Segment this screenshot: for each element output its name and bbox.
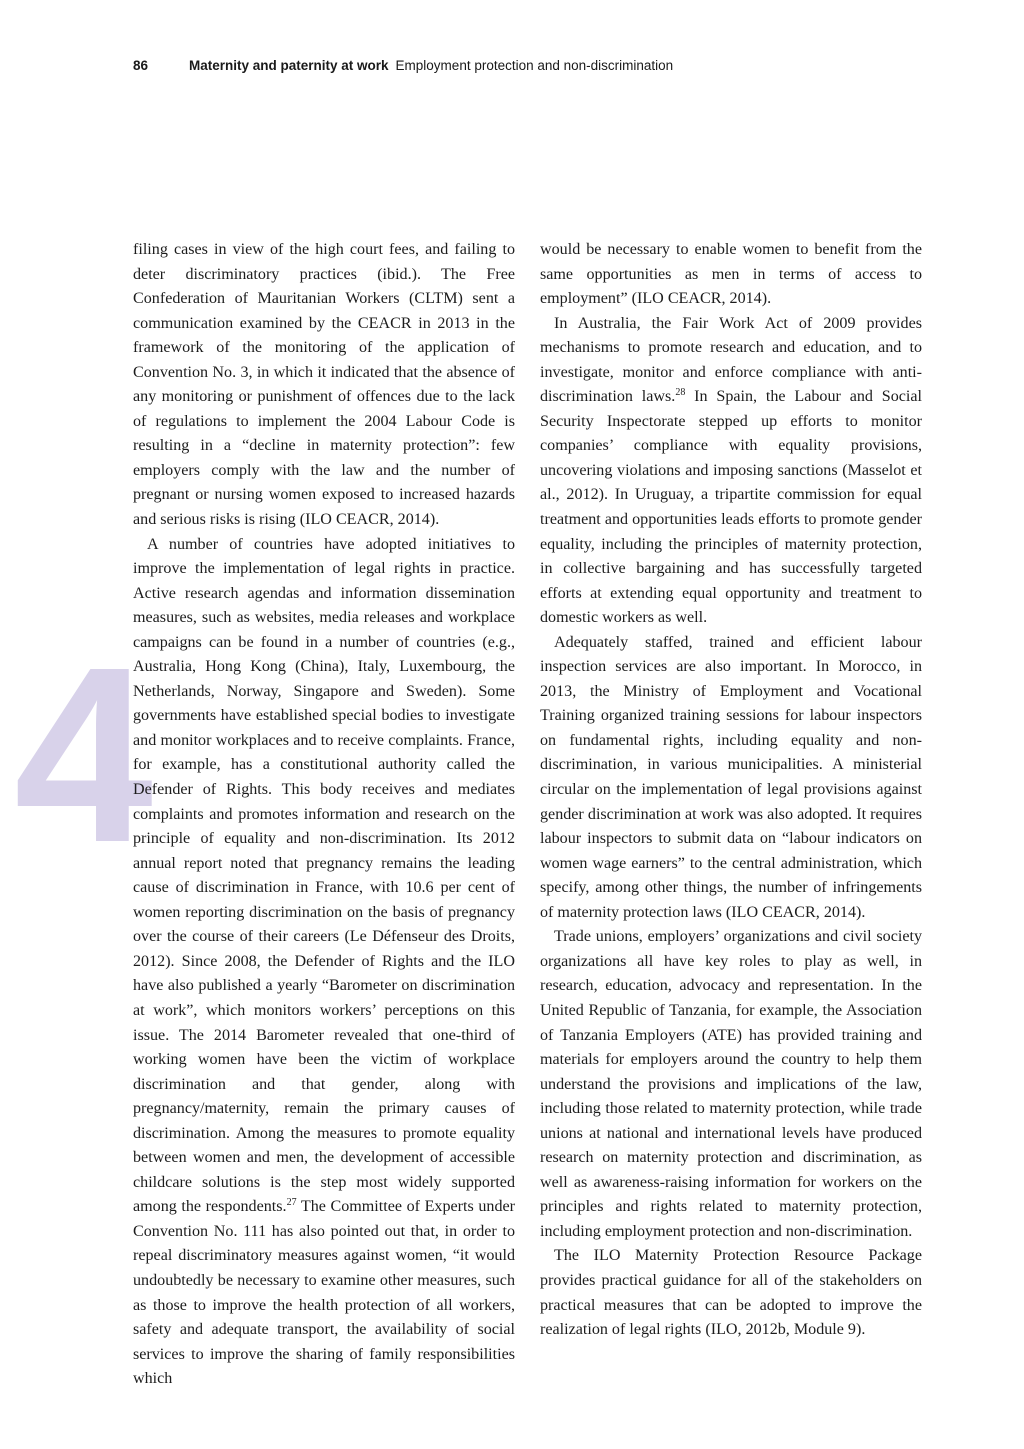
page-number: 86: [133, 58, 149, 73]
footnote-marker: 27: [286, 1197, 297, 1209]
chapter-title: Employment protection and non-discrimination: [395, 58, 674, 73]
right-column: [540, 238, 922, 1343]
paragraph: [133, 533, 515, 1392]
running-header: [133, 58, 984, 73]
footnote-marker: 28: [675, 387, 686, 399]
paragraph: [540, 312, 922, 631]
chapter-number-tab: 4: [14, 615, 154, 894]
paragraph-text: In Australia, the Fair Work Act of 2009 provides mechanisms to promote research and education, and to investigate, monitor and enforce compliance with anti-discrimination laws.: [540, 314, 922, 406]
left-column: [133, 238, 515, 1392]
paragraph-text: In Spain, the Labour and Social Security Inspectorate stepped up efforts to monitor companies’ compliance with equality provisions, uncovering violations and imposing sanctions (Masselot et al., 2012). In Uruguay, a tripartite commission for equal treatment and opportunities leads efforts to promote gender equality, including the principles of maternity protection, in collective bargaining and has successfully targeted efforts at extending equal opportunity and treatment to domestic workers as well.: [540, 388, 922, 627]
paragraph-text: The Committee of Experts under Convention No. 111 has also pointed out that, in order to repeal discriminatory measures against women, “it would undoubtedly be necessary to examine other measures, such as those to improve the health protection of all workers, safety and adequate transport, the availability of social services to improve the sharing of family responsibilities which: [133, 1198, 515, 1388]
paragraph: would be necessary to enable women to benefit from the same opportunities as men in terms of access to employment” (ILO CEACR, 2014).: [540, 241, 922, 308]
paragraph-text: A number of countries have adopted initiatives to improve the implementation of legal rights in practice. Active research agendas and information dissemination measures, such as websites, media releases and workplace campaigns can be found in a number of countries (e.g., Australia, Hong Kong (China), Italy, Luxembourg, the Netherlands, Norway, Singapore and Sweden). Some governments have established special bodies to investigate and monitor workplaces and to receive complaints. France, for example, has a constitutional authority called the Defender of Rights. This body receives and mediates complaints and promotes information and research on the principle of equality and non-discrimination. Its 2012 annual report noted that pregnancy remains the leading cause of discrimination in France, with 10.6 per cent of women reporting discrimination on the basis of pregnancy over the course of their careers (Le Défenseur des Droits, 2012). Since 2008, the Defender of Rights and the ILO have also published a yearly “Barometer on discrimination at work”, which monitors workers’ perceptions on this issue. The 2014 Barometer revealed that one-third of working women have been the victim of workplace discrimination and that gender, along with pregnancy/maternity, remain the primary causes of discrimination. Among the measures to promote equality between women and men, the development of accessible childcare solutions is the step most widely supported among the respondents.: [133, 535, 515, 1216]
paragraph: Trade unions, employers’ organizations and civil society organizations all have key roles to play as well, in research, education, advocacy and representation. In the United Republic of Tanzania, for example, the Association of Tanzania Employers (ATE) has provided training and materials for employers around the country to help them understand the provisions and implications of the law, including those related to maternity protection, while trade unions at national and international levels have produced research on maternity protection and discrimination, as well as awareness-raising information for workers on the principles and rights related to maternity protection, including employment protection and non-discrimination.: [540, 928, 922, 1240]
paragraph: The ILO Maternity Protection Resource Package provides practical guidance for all of the stakeholders on practical measures that can be adopted to improve the realization of legal rights (ILO, 2012b, Module 9).: [540, 1247, 922, 1339]
paragraph: Adequately staffed, trained and efficient labour inspection services are also important. In Morocco, in 2013, the Ministry of Employment and Vocational Training organized training sessions for labour inspectors on fundamental rights, including equality and non-discrimination, in various municipalities. A ministerial circular on the implementation of legal provisions against gender discrimination at work was also adopted. It requires labour inspectors to submit data on “labour indicators on women wage earners” to the central administration, which specify, among other things, the number of infringements of maternity protection laws (ILO CEACR, 2014).: [540, 633, 922, 921]
paragraph: filing cases in view of the high court fees, and failing to deter discriminatory practices (ibid.). The Free Confederation of Mauritanian Workers (CLTM) sent a communication examined by the CEACR in 2013 in the framework of the monitoring of the application of Convention No. 3, in which it indicated that the absence of any monitoring or punishment of offences due to the lack of regulations to implement the 2004 Labour Code is resulting in a “decline in maternity protection”: few employers comply with the law and the number of pregnant or nursing women exposed to increased hazards and serious risks is rising (ILO CEACR, 2014).: [133, 241, 515, 529]
book-title: Maternity and paternity at work: [189, 58, 389, 73]
